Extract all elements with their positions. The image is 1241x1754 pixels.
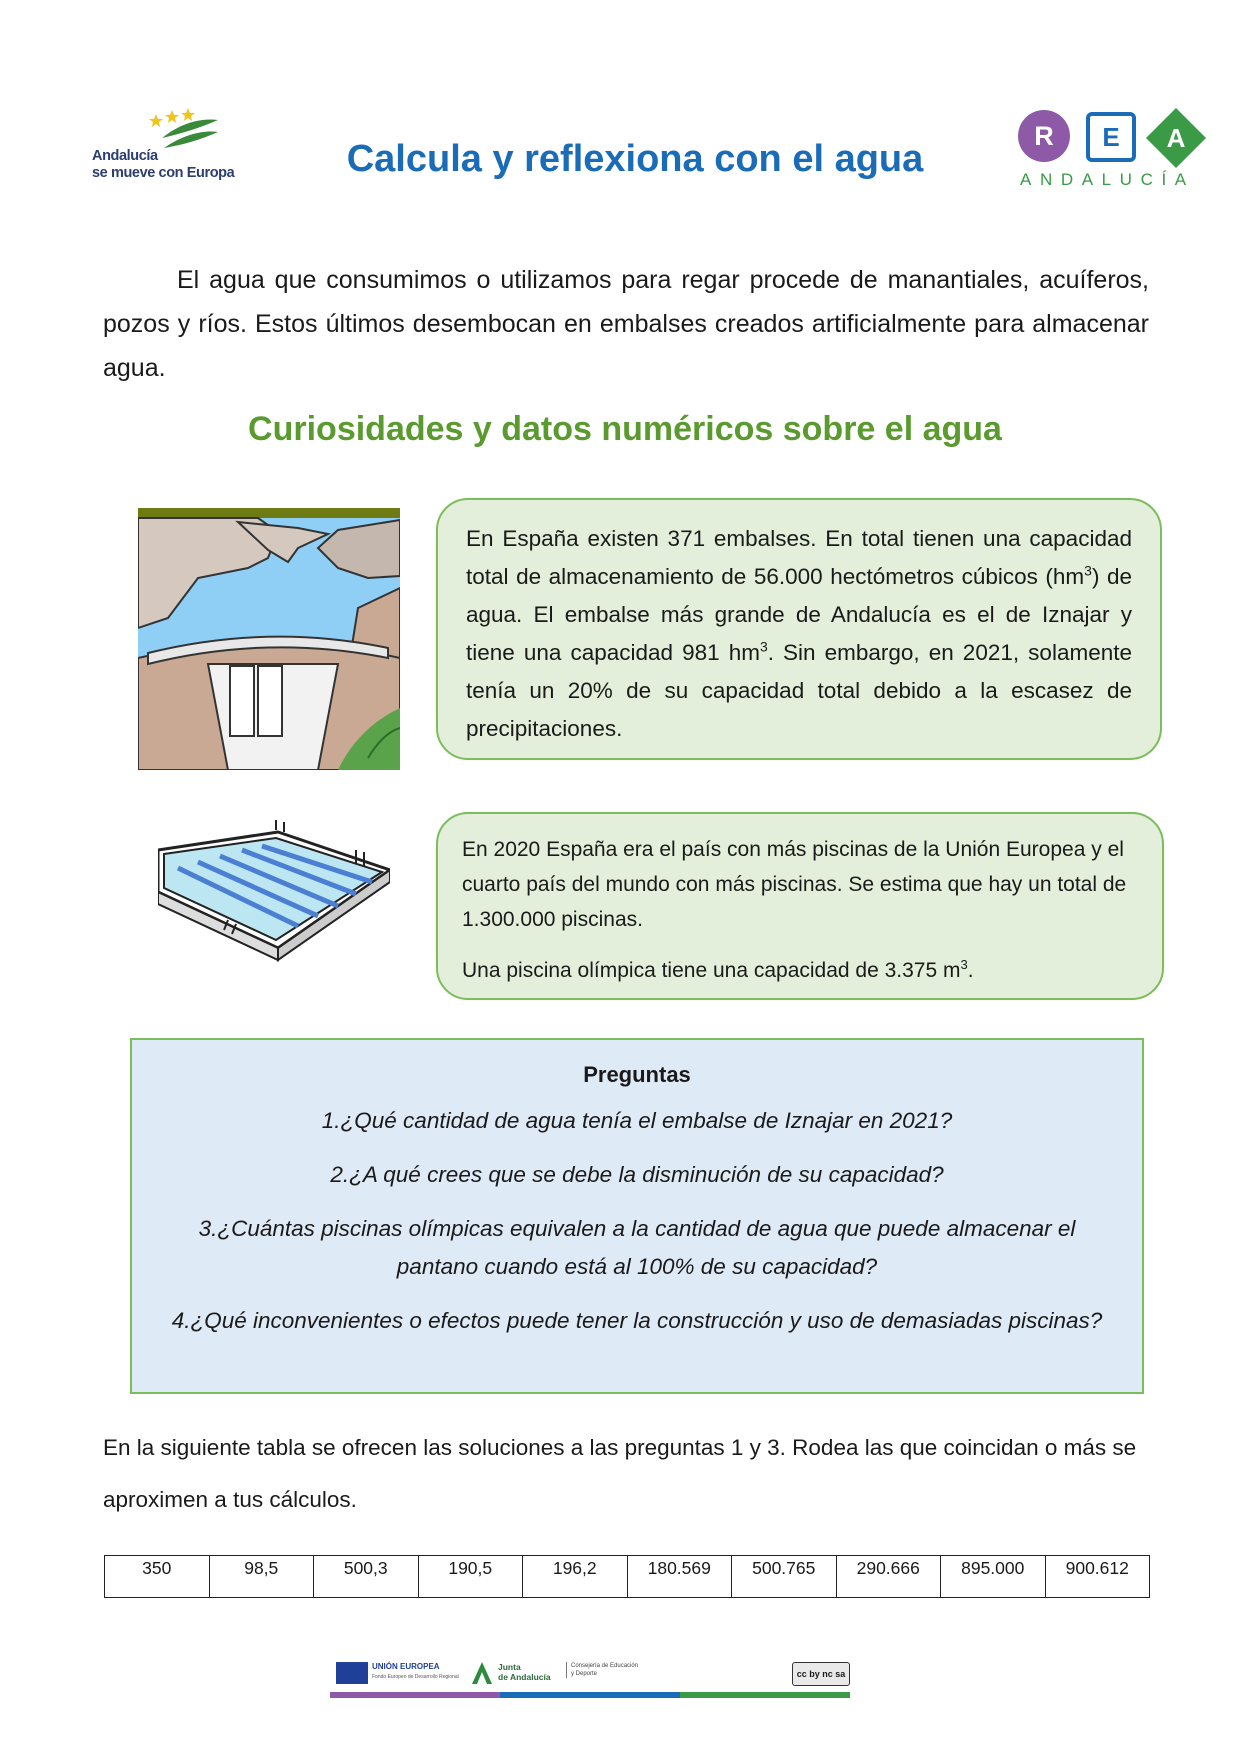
andalucia-logo-text: Andalucía se mueve con Europa: [92, 148, 235, 181]
footer-bar-purple: [330, 1692, 500, 1698]
solution-cell[interactable]: 190,5: [418, 1556, 523, 1598]
rea-r-letter: R: [1018, 110, 1070, 162]
question-1: 1.¿Qué cantidad de agua tenía el embalse de Iznajar en 2021?: [321, 1108, 953, 1133]
reservoir-facts-text: En España existen 371 embalses. En total tienen una capacidad total de almacenamiento de 56.000 hectómetros cúbicos $(hm^3)$ de agua. El embalse más grande de Andalucía es el de Iznajar y tiene una capacidad 981 $hm^3$. Sin embargo, en 2021, solamente tenía un 20% de su capacidad total debido a la escasez de precipitaciones.: [466, 526, 1133, 741]
section-title: Curiosidades y datos numéricos sobre el agua: [248, 410, 1002, 448]
footer-bar-blue: [500, 1692, 680, 1698]
junta-text: Junta de Andalucía: [498, 1662, 551, 1682]
rea-subtitle: ANDALUCÍA: [1020, 170, 1195, 189]
solution-cell[interactable]: 180.569: [627, 1556, 732, 1598]
pool-facts-box: [436, 812, 1164, 1000]
eu-title: UNIÓN EUROPEA: [372, 1662, 440, 1671]
footer-bar-green: [680, 1692, 850, 1698]
solutions-note: En la siguiente tabla se ofrecen las soluciones a las preguntas 1 y 3. Rodea las que coincidan o más se aproximen a tus cálculos.: [103, 1435, 1137, 1512]
table-row: [105, 1556, 1150, 1598]
solution-cell[interactable]: 895.000: [941, 1556, 1046, 1598]
solution-cell[interactable]: 900.612: [1045, 1556, 1150, 1598]
rea-andalucia-logo: [1018, 104, 1208, 194]
dam-illustration: [138, 508, 400, 770]
intro-paragraph: El agua que consumimos o utilizamos para regar procede de manantiales, acuíferos, pozos y ríos. Estos últimos desembocan en embalses creados artificialmente para almacenar agua.: [103, 266, 1149, 382]
consejeria-text: Consejería de Educación y Deporte: [566, 1662, 638, 1678]
question-3: 3.¿Cuántas piscinas olímpicas equivalen a la cantidad de agua que puede almacenar el pantano cuando está al 100% de su capacidad?: [198, 1216, 1076, 1279]
solution-cell[interactable]: 98,5: [209, 1556, 314, 1598]
creative-commons-badge: cc by nc sa: [792, 1662, 850, 1686]
olympic-pool-text: Una piscina olímpica tiene una capacidad de 3.375 $m^3$.: [462, 957, 974, 982]
pool-facts-text: En 2020 España era el país con más piscinas de la Unión Europea y el cuarto país del mundo con más piscinas. Se estima que hay un total de 1.300.000 piscinas.: [462, 838, 1127, 931]
reservoir-facts-box: [436, 498, 1162, 760]
question-2: 2.¿A qué crees que se debe la disminución de su capacidad?: [330, 1162, 944, 1187]
solution-cell[interactable]: 500,3: [314, 1556, 419, 1598]
footer-logos: [330, 1658, 850, 1698]
solution-cell[interactable]: 350: [105, 1556, 210, 1598]
solution-cell[interactable]: 196,2: [523, 1556, 628, 1598]
question-4: 4.¿Qué inconvenientes o efectos puede tener la construcción y uso de demasiadas piscinas?: [171, 1308, 1103, 1333]
solution-cell[interactable]: 500.765: [732, 1556, 837, 1598]
rea-e-letter: E: [1086, 112, 1136, 162]
solutions-table: [104, 1555, 1150, 1598]
solution-cell[interactable]: 290.666: [836, 1556, 941, 1598]
swimming-pool-illustration: [158, 820, 390, 980]
eu-subtitle: Fondo Europeo de Desarrollo Regional: [372, 1674, 459, 1680]
rea-a-letter: A: [1166, 123, 1186, 153]
stars-swoosh-icon: [92, 108, 222, 150]
junta-andalucia-icon: [470, 1660, 494, 1686]
eu-flag-icon: [336, 1662, 368, 1684]
page-title: Calcula y reflexiona con el agua: [346, 138, 924, 180]
andalucia-europa-logo: [92, 108, 242, 188]
questions-box: [130, 1038, 1144, 1394]
questions-title: Preguntas: [583, 1062, 691, 1087]
